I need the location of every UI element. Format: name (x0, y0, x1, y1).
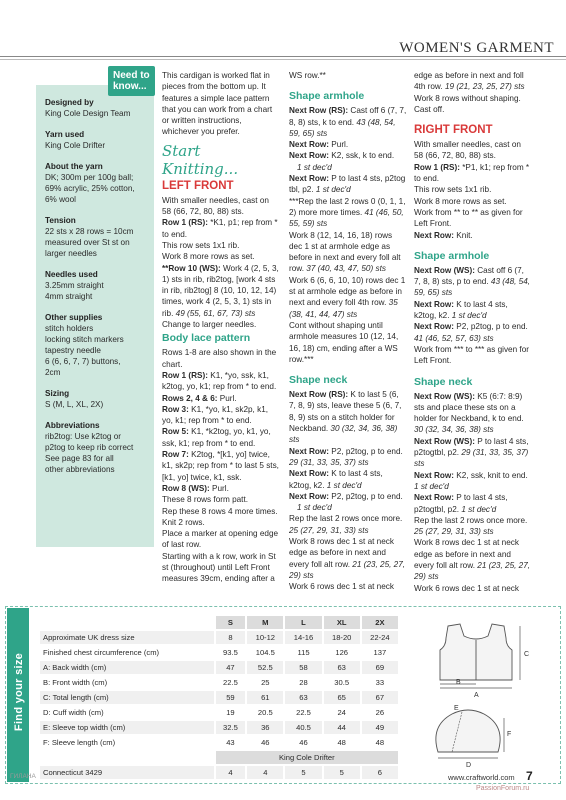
sidebar-section-line: 6% wool (45, 195, 76, 204)
yarn-ball-count: 5 (324, 766, 360, 779)
size-value: 52.5 (247, 661, 283, 674)
sidebar-section-line: measured over St st on (45, 238, 130, 247)
row-text: *P1, k1; rep from * to end. (414, 162, 530, 184)
row-text: K to last 5 (6, 7, 8, 9) sts, leave these 5 (6, 7, 8, 9) sts on a stitch holder for Neckband. (289, 390, 402, 434)
size-value: 67 (362, 691, 398, 704)
left-front-heading: LEFT FRONT (162, 179, 234, 192)
size-value: 30.5 (324, 676, 360, 689)
size-row-label: Approximate UK dress size (40, 631, 214, 644)
size-value: 22.5 (216, 676, 246, 689)
shape-neck-heading: Shape neck (289, 374, 348, 387)
pattern-column-2 (289, 70, 407, 592)
stitch-count: 19 (21, 23, 25, 27) sts (442, 82, 525, 92)
stitch-count: 30 (32, 34, 36, 38) sts (289, 424, 398, 445)
row-text: Work 6 (6, 6, 10, 10) rows dec 1 st at armhole edge as before in next and every foll 4th row. (289, 275, 406, 308)
stitch-count: 37 (40, 43, 47, 50) sts (304, 264, 386, 274)
size-row-label: Finished chest circumference (cm) (40, 646, 214, 659)
sidebar-section (45, 161, 146, 205)
sidebar-section (45, 97, 146, 119)
stitch-count: 1 st dec'd (297, 162, 332, 172)
row-text: K2tog, *[k1, yo] twice, k1, sk2p; rep from * to last 5 sts, [k1, yo] twice, k1, ssk. (162, 450, 279, 482)
size-value: 115 (285, 646, 321, 659)
size-row (40, 691, 398, 704)
header-rule-thin (0, 59, 566, 60)
row-text: edge as before in next and foll 4th row. (414, 71, 524, 92)
row-text: Work 8 (12, 14, 16, 18) rows dec 1 st at armhole edge as before in next and every foll alt row. (289, 230, 401, 274)
size-value: 22.5 (285, 706, 321, 719)
instruction (289, 173, 407, 196)
body-schematic (440, 624, 520, 688)
size-row (40, 736, 398, 749)
sidebar-section-line: 22 sts x 28 rows = 10cm (45, 227, 134, 236)
size-value: 36 (247, 721, 283, 734)
shape-armhole-heading: Shape armhole (414, 249, 490, 262)
instruction (289, 150, 407, 161)
size-value: 46 (247, 736, 283, 749)
label-e: E (454, 705, 459, 712)
body-lace-heading: Body lace pattern (162, 332, 251, 345)
row-label: Next Row: (414, 470, 455, 480)
stitch-count: 1 st dec'd (459, 504, 497, 514)
sidebar-section-line: stitch holders (45, 324, 94, 333)
sidebar-section-line: larger needles (45, 249, 97, 258)
size-value: 93.5 (216, 646, 246, 659)
size-value: 25 (247, 676, 283, 689)
row-label: Next Row: (289, 446, 330, 456)
sidebar-section-heading: Designed by (45, 98, 94, 107)
size-value: 33 (362, 676, 398, 689)
size-value: 40.5 (285, 721, 321, 734)
shape-armhole-heading: Shape armhole (289, 90, 365, 103)
stitch-count: 43 (48, 54, 59, 65) sts (289, 117, 396, 138)
instruction (162, 393, 280, 404)
size-row (40, 676, 398, 689)
instruction: Place a marker at opening edge of last row. (162, 529, 279, 550)
row-label: Row 5: (162, 427, 189, 437)
row-label: Next Row (WS): (414, 436, 475, 446)
page-number: 7 (526, 769, 533, 783)
size-row-label: A: Back width (cm) (40, 661, 214, 674)
size-value: 59 (216, 691, 246, 704)
stitch-count: 1 st dec'd (414, 481, 449, 491)
sidebar-section-line: locking stitch markers (45, 335, 124, 344)
pattern-column-1 (162, 70, 280, 585)
row-label: Next Row: (289, 174, 330, 184)
instruction: Knit 2 rows. (162, 517, 205, 527)
size-value: 58 (285, 661, 321, 674)
size-row-label: D: Cuff width (cm) (40, 706, 214, 719)
instruction (414, 299, 532, 322)
instruction (289, 468, 407, 491)
row-text: K2, ssk, knit to end. (454, 470, 528, 480)
sidebar-section-line: 4mm straight (45, 292, 93, 301)
instruction (289, 446, 407, 469)
instruction: These 8 rows form patt. (162, 495, 249, 505)
size-row-label: B: Front width (cm) (40, 676, 214, 689)
yarn-ball-count: 5 (285, 766, 321, 779)
row-label: Next Row: (414, 299, 455, 309)
size-value: 61 (247, 691, 283, 704)
instruction: Change to larger needles. (162, 320, 257, 330)
size-value: 32.5 (216, 721, 246, 734)
instruction: Work 8 rows without shaping. (414, 93, 521, 103)
sidebar-section-line: King Cole Drifter (45, 141, 106, 150)
size-value: 63 (285, 691, 321, 704)
size-row (40, 721, 398, 734)
instruction: Cont without shaping until armhole measures 10 (12, 14, 16, 18) cm, ending after a WS row.*** (289, 320, 399, 364)
stitch-count: 21 (23, 25, 27, 29) sts (414, 560, 531, 582)
pattern-column-3 (414, 70, 532, 594)
size-value: 43 (216, 736, 246, 749)
instruction: With smaller needles, cast on 58 (66, 72, 80, 88) sts. (414, 140, 521, 161)
row-text: Work 8 rows dec 1 st at neck edge as before in next and every foll alt row. (414, 538, 519, 570)
instruction: Rep the last 2 rows once more. (414, 515, 528, 525)
instruction: Starting with a k row, work in St st (throughout) until Left Front measures 39cm, ending after a (162, 551, 276, 584)
instruction (289, 275, 407, 320)
instruction (289, 196, 407, 230)
size-value: 14-16 (285, 631, 321, 644)
size-row (40, 661, 398, 674)
instruction: This row sets 1x1 rib. (162, 240, 240, 250)
row-label: Row 1 (RS): (162, 370, 208, 380)
instruction (414, 70, 532, 93)
size-value: 18-20 (324, 631, 360, 644)
sidebar-section-heading: Yarn used (45, 130, 85, 139)
instruction (414, 470, 532, 493)
yarn-header-row (40, 751, 398, 764)
start-knitting-heading: Start Knitting... (162, 141, 239, 178)
sidebar-section-line: 6 (6, 6, 7, 7) buttons, (45, 357, 121, 366)
row-label: Rows 2, 4 & 6: (162, 393, 218, 403)
row-label: Next Row (WS): (414, 265, 475, 275)
size-header-cell: S (216, 616, 246, 629)
size-value: 24 (324, 706, 360, 719)
size-header-cell (40, 616, 214, 629)
row-label: Next Row: (289, 469, 330, 479)
label-a: A (474, 692, 479, 699)
row-text: K2, ssk, k to end. (329, 151, 395, 161)
sidebar-section-line: rib2tog: Use k2tog or (45, 432, 122, 441)
yarn-ball-count: 4 (247, 766, 283, 779)
instruction: Rep these 8 rows 4 more times. (162, 506, 278, 516)
row-label: Next Row: (289, 151, 330, 161)
row-text: Purl. (329, 140, 349, 150)
row-label: Next Row: (414, 322, 455, 332)
size-value: 104.5 (247, 646, 283, 659)
row-text: ***Rep the last 2 rows 0 (0, 1, 1, 2) more more times. (289, 196, 406, 217)
yarn-name-header: King Cole Drifter (216, 751, 398, 764)
stitch-count: 1 st dec'd (324, 480, 362, 490)
need-to-know-content (45, 97, 146, 475)
row-label: Next Row: (289, 491, 330, 501)
size-value: 48 (362, 736, 398, 749)
sidebar-section (45, 388, 146, 410)
row-text: K to last 4 sts, k2tog, k2. (289, 469, 383, 490)
sidebar-section-line: 3.25mm straight (45, 281, 104, 290)
right-front-heading: RIGHT FRONT (414, 124, 493, 137)
garment-schematic (408, 618, 558, 780)
row-text: K5 (6:7: 8:9) sts and place these sts on a holder for Neckband, k to end. (414, 391, 524, 424)
instruction (414, 321, 532, 344)
instruction: Work 6 rows dec 1 st at neck (414, 583, 519, 593)
label-f: F (507, 731, 512, 738)
instruction (414, 230, 532, 241)
row-label: Row 3: (162, 404, 189, 414)
row-label: Next Row: (289, 140, 330, 150)
row-text: Work 8 rows dec 1 st at neck edge as before in next and every foll alt row. (289, 536, 394, 569)
yarn-quantity-row (40, 766, 398, 779)
size-value: 137 (362, 646, 398, 659)
row-label: Next Row (RS): (289, 106, 349, 116)
instruction (289, 139, 407, 150)
stitch-count: 1 st dec'd (313, 185, 351, 195)
stitch-count: 1 st dec'd (449, 311, 487, 321)
instruction: WS row.** (289, 71, 326, 80)
size-value: 65 (324, 691, 360, 704)
instruction (414, 162, 532, 185)
row-text: Knit. (454, 230, 473, 240)
size-value: 26 (362, 706, 398, 719)
size-row (40, 631, 398, 644)
sidebar-section-line: See page 83 for all (45, 454, 114, 463)
sidebar-section-line: p2tog to keep rib correct (45, 443, 134, 452)
instruction: Rows 1-8 are also shown in the chart. (162, 348, 277, 369)
row-text: Purl. (217, 393, 237, 403)
row-text: K to last 4 sts, k2tog, k2. (414, 299, 508, 321)
size-value: 47 (216, 661, 246, 674)
size-value: 20.5 (247, 706, 283, 719)
label-d: D (466, 762, 472, 769)
row-label: Next Row (WS): (414, 391, 475, 401)
stitch-count: 43 (48, 54, 59, 65) sts (414, 277, 531, 298)
instruction (162, 370, 280, 393)
need-to-know-tag: Need to know... (108, 66, 155, 96)
size-row-label: E: Sleeve top width (cm) (40, 721, 214, 734)
row-text: P2, p2tog, p to end. (454, 322, 528, 332)
stitch-count: 41 (46, 50, 55, 59) sts (289, 207, 404, 229)
sidebar-section-heading: Tension (45, 216, 76, 225)
row-text: P to last 4 sts, p2togtbl, p2. (414, 493, 508, 514)
instruction (289, 230, 407, 275)
instruction (162, 263, 280, 319)
size-table (38, 614, 400, 781)
stitch-count: 30 (32, 34, 36, 38) sts (414, 425, 494, 435)
instruction: Work 8 more rows as set. (162, 252, 255, 262)
sidebar-section-line: King Cole Design Team (45, 109, 131, 118)
find-your-size-label: Find your size (13, 652, 25, 732)
sleeve-schematic (436, 710, 504, 758)
intro-text: This cardigan is worked flat in pieces from the bottom up. It features a simple lace pattern that you can work from a chart or written instructions, whichever you prefer. (162, 71, 273, 137)
row-text: P2, p2tog, p to end. (329, 446, 403, 456)
sidebar-section-heading: Abbreviations (45, 421, 100, 430)
instruction (414, 537, 532, 582)
instruction (162, 404, 280, 427)
sidebar-section-heading: Sizing (45, 389, 70, 398)
yarn-ball-count: 6 (362, 766, 398, 779)
instruction (289, 491, 407, 502)
instruction: This row sets 1x1 rib. (414, 185, 492, 195)
shape-neck-heading: Shape neck (414, 375, 473, 388)
find-your-size-tab (7, 608, 29, 782)
stitch-count: 29 (31, 33, 35, 37) sts (289, 457, 369, 467)
stitch-count: 25 (27, 29, 31, 33) sts (414, 527, 494, 537)
sidebar-section (45, 420, 146, 475)
row-text: P2, p2tog, p to end. (329, 491, 403, 501)
sidebar-section (45, 312, 146, 378)
row-label: Next Row: (414, 493, 455, 503)
yarn-shade-label: Connecticut 3429 (40, 766, 214, 779)
size-value: 126 (324, 646, 360, 659)
size-row-label: F: Sleeve length (cm) (40, 736, 214, 749)
instruction (162, 483, 280, 494)
size-value: 22-24 (362, 631, 398, 644)
row-label: Row 7: (162, 450, 189, 460)
label-b: B (456, 679, 461, 686)
instruction: Rep the last 2 rows once more. (289, 514, 403, 524)
row-text: Work 4 (2, 5, 3, 1) sts in rib, rib2tog, [work 4 sts in rib, rib2tog] 8 (10, 10, 12, 14) times, work 4 (2, 5, 3, 1) sts in rib. (162, 263, 279, 318)
sidebar-section (45, 129, 146, 151)
row-label: Row 8 (WS): (162, 483, 210, 493)
instruction: Cast off. (414, 104, 445, 114)
row-text: K1, *yo, k1, sk2p, k1, yo, k1; rep from * to end. (162, 404, 269, 426)
size-value: 19 (216, 706, 246, 719)
sidebar-section-line: S (M, L, XL, 2X) (45, 400, 104, 409)
instruction: Work from ** to ** as given for Left Front. (414, 207, 523, 229)
row-text: Cast off 6 (7, 7, 8, 8) sts, k to end. (289, 106, 407, 127)
row-text: Purl. (209, 483, 229, 493)
size-row (40, 646, 398, 659)
row-text: P to last 4 sts, p2togtbl, p2. (414, 436, 529, 458)
size-row (40, 706, 398, 719)
stitch-count: 21 (23, 25, 27, 29) sts (289, 559, 406, 580)
sidebar-section-line: DK; 300m per 100g ball; (45, 173, 134, 182)
size-row-label: C: Total length (cm) (40, 691, 214, 704)
sidebar-section-heading: Needles used (45, 270, 98, 279)
row-label: Next Row: (414, 230, 455, 240)
stitch-count: 41 (46, 52, 57, 63) sts (414, 333, 494, 343)
instruction (414, 265, 532, 299)
section-title: WOMEN'S GARMENT (399, 40, 554, 56)
sidebar-section-heading: Other supplies (45, 313, 103, 322)
instruction (414, 436, 532, 470)
size-header-cell: M (247, 616, 283, 629)
footer-url: www.craftworld.com (448, 773, 515, 782)
row-text: K1, *yo, ssk, k1, k2tog, yo, k1; rep from * to end. (162, 370, 277, 392)
row-text: Cast off 6 (7, 7, 8, 8) sts, p to end. (414, 265, 524, 287)
sidebar-section-line: 2cm (45, 368, 61, 377)
size-value: 48 (324, 736, 360, 749)
size-value: 44 (324, 721, 360, 734)
instruction: Work from *** to *** as given for Left Front. (414, 344, 529, 366)
label-c: C (524, 651, 530, 658)
sidebar-section-heading: About the yarn (45, 162, 103, 171)
instruction (289, 536, 407, 581)
sidebar-section (45, 269, 146, 302)
size-table-body (40, 631, 398, 779)
size-value: 69 (362, 661, 398, 674)
instruction: Work 8 more rows as set. (414, 196, 507, 206)
row-text: P to last 4 sts, p2tog tbl, p2. (289, 174, 406, 195)
instruction (162, 426, 280, 449)
instruction: Work 6 rows dec 1 st at neck (289, 582, 394, 592)
instruction (414, 391, 532, 436)
sidebar-section-line: tapestry needle (45, 346, 101, 355)
size-table-header (40, 616, 398, 629)
size-value: 46 (285, 736, 321, 749)
row-label: Row 1 (RS): (414, 162, 460, 172)
row-text: K1, *k2tog, yo, k1, yo, ssk, k1; rep from * to end. (162, 427, 271, 448)
stitch-count: 25 (27, 29, 31, 33) sts (289, 525, 369, 535)
row-label: **Row 10 (WS): (162, 263, 221, 273)
row-label: Row 1 (RS): (162, 218, 208, 228)
sidebar-section (45, 215, 146, 259)
instruction (162, 217, 280, 240)
stitch-count: 49 (55, 61, 67, 73) sts (173, 308, 256, 318)
stitch-count: 1 st dec'd (297, 503, 332, 513)
sidebar-section-line: other abbreviations (45, 465, 115, 474)
instruction (162, 449, 280, 483)
size-value: 28 (285, 676, 321, 689)
stitch-count: 29 (31, 33, 35, 37) sts (414, 448, 529, 469)
size-value: 8 (216, 631, 246, 644)
header-rule (0, 56, 566, 57)
size-header-cell: 2X (362, 616, 398, 629)
size-value: 63 (324, 661, 360, 674)
row-label: Next Row (RS): (289, 390, 349, 400)
row-text: *K1, p1; rep from * to end. (162, 218, 278, 239)
size-value: 49 (362, 721, 398, 734)
yarn-ball-count: 4 (216, 766, 246, 779)
size-value: 10-12 (247, 631, 283, 644)
size-header-cell: XL (324, 616, 360, 629)
sidebar-section-line: 69% acrylic, 25% cotton, (45, 184, 135, 193)
need-to-know-panel (36, 85, 154, 547)
instruction (289, 105, 407, 139)
instruction: With smaller needles, cast on 58 (66, 72, 80, 88) sts. (162, 195, 269, 217)
stitch-count: 35 (38, 41, 44, 47) sts (289, 298, 398, 319)
instruction (414, 492, 532, 515)
footer-credit: ГИЛАНА (10, 773, 36, 780)
instruction (289, 389, 407, 445)
watermark: PassionForum.ru (476, 785, 530, 792)
size-header-cell: L (285, 616, 321, 629)
